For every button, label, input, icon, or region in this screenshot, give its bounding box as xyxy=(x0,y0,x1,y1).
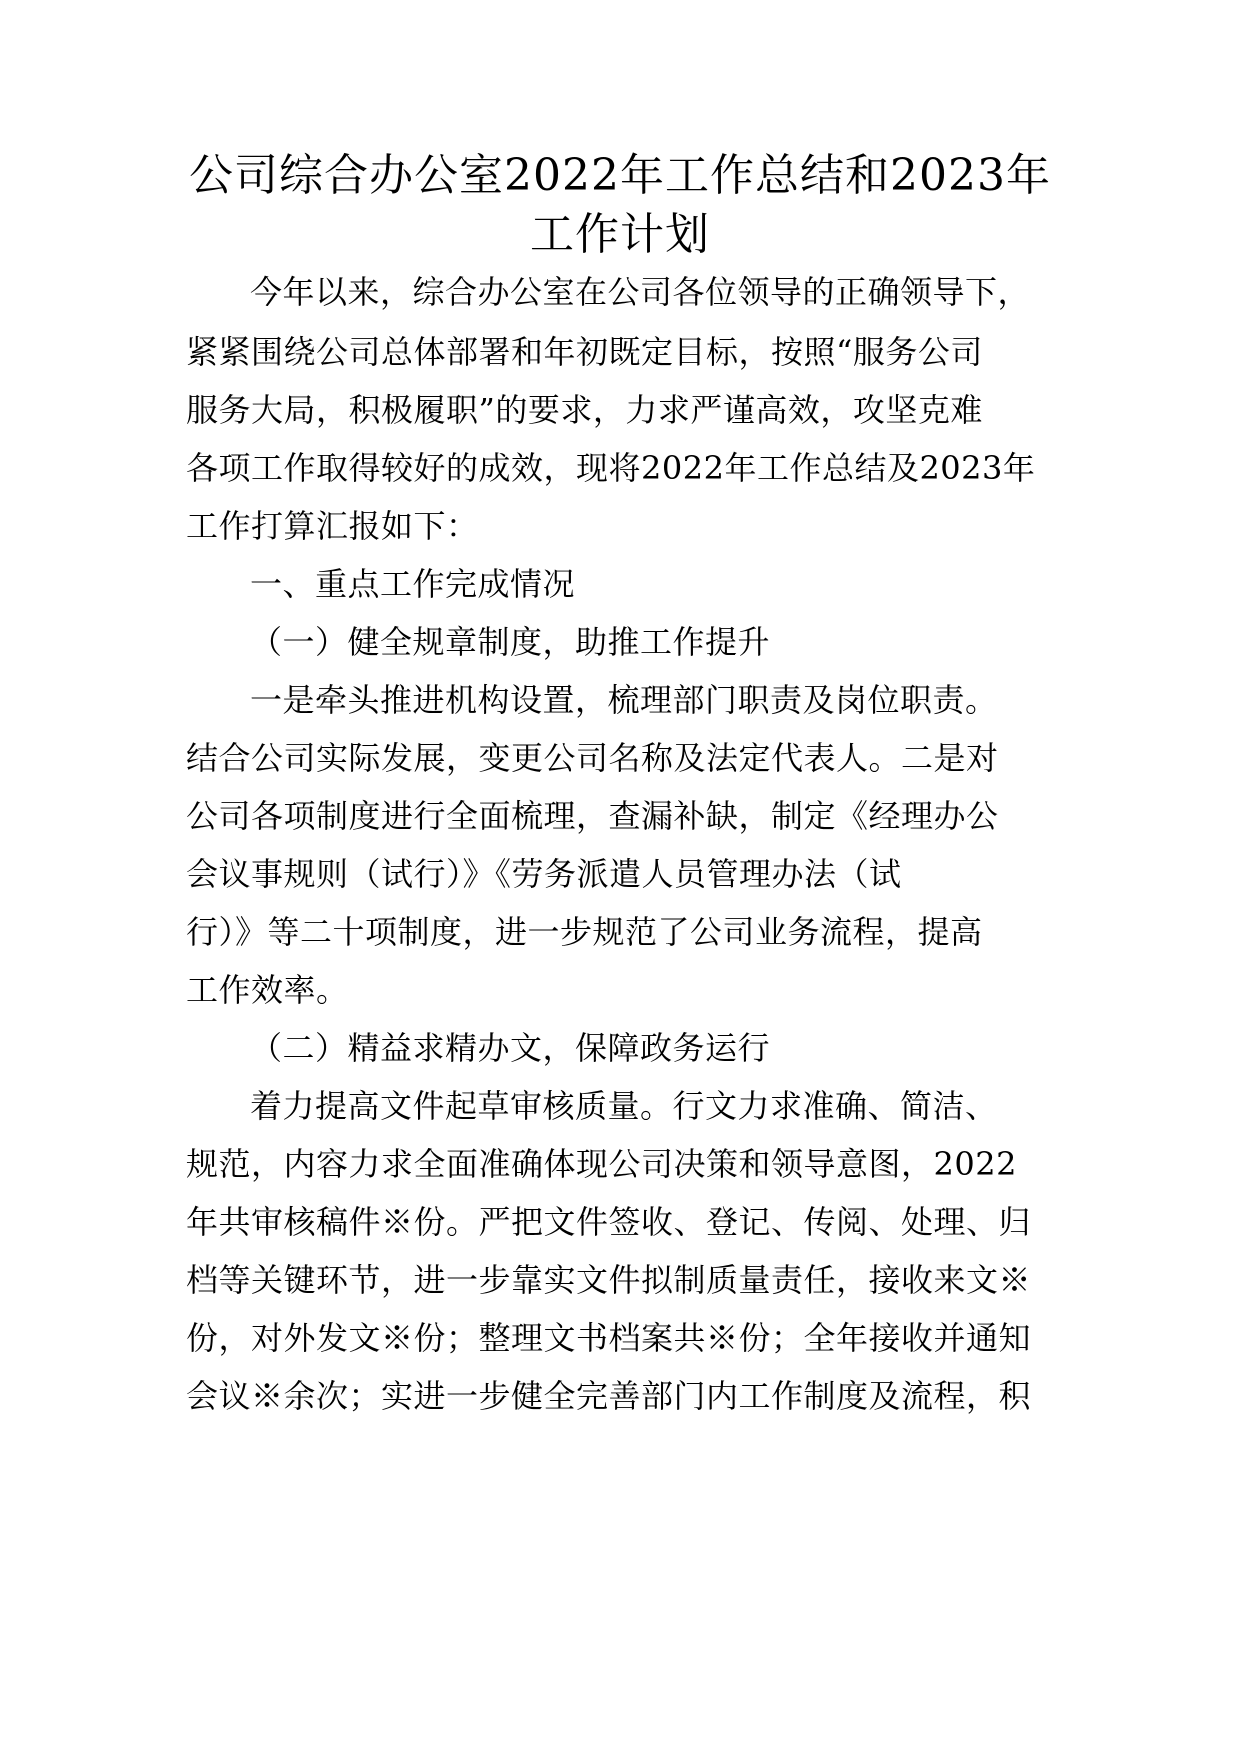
document-title-line-1: 公司综合办公室2022年工作总结和2023年 xyxy=(189,150,1051,201)
paragraph-line: 服务大局，积极履职”的要求，力求严谨高效，攻坚克难 xyxy=(186,391,983,429)
section-heading: 一、重点工作完成情况 xyxy=(250,565,576,603)
paragraph-line: 份，对外发文※份；整理文书档案共※份；全年接收并通知 xyxy=(186,1319,1032,1357)
paragraph-line: 会议※余次；实进一步健全完善部门内工作制度及流程，积 xyxy=(186,1377,1032,1415)
paragraph-line: 档等关键环节，进一步靠实文件拟制质量责任，接收来文※ xyxy=(186,1261,1032,1299)
paragraph-line: 结合公司实际发展，变更公司名称及法定代表人。二是对 xyxy=(186,739,999,777)
paragraph-line: 公司各项制度进行全面梳理，查漏补缺，制定《经理办公 xyxy=(186,797,999,835)
paragraph-line: 紧紧围绕公司总体部署和年初既定目标，按照“服务公司 xyxy=(186,333,983,371)
paragraph-line: 年共审核稿件※份。严把文件签收、登记、传阅、处理、归 xyxy=(186,1203,1032,1241)
subsection-heading: （一）健全规章制度，助推工作提升 xyxy=(250,623,771,661)
paragraph-line: 会议事规则（试行）》《劳务派遣人员管理办法（试 xyxy=(186,855,902,893)
paragraph-line: 一是牵头推进机构设置，梳理部门职责及岗位职责。 xyxy=(250,681,998,719)
paragraph-line: 工作打算汇报如下： xyxy=(186,507,479,545)
paragraph-line: 各项工作取得较好的成效，现将2022年工作总结及2023年 xyxy=(186,449,1036,487)
paragraph-line: 行）》等二十项制度，进一步规范了公司业务流程，提高 xyxy=(186,913,983,951)
paragraph-line: 着力提高文件起草审核质量。行文力求准确、简洁、 xyxy=(250,1087,998,1125)
document-title-line-2: 工作计划 xyxy=(530,209,710,260)
subsection-heading: （二）精益求精办文，保障政务运行 xyxy=(250,1029,771,1067)
paragraph-line: 今年以来，综合办公室在公司各位领导的正确领导下， xyxy=(250,273,1031,311)
paragraph-line: 工作效率。 xyxy=(186,971,349,1009)
paragraph-line: 规范，内容力求全面准确体现公司决策和领导意图，2022 xyxy=(186,1145,1017,1183)
